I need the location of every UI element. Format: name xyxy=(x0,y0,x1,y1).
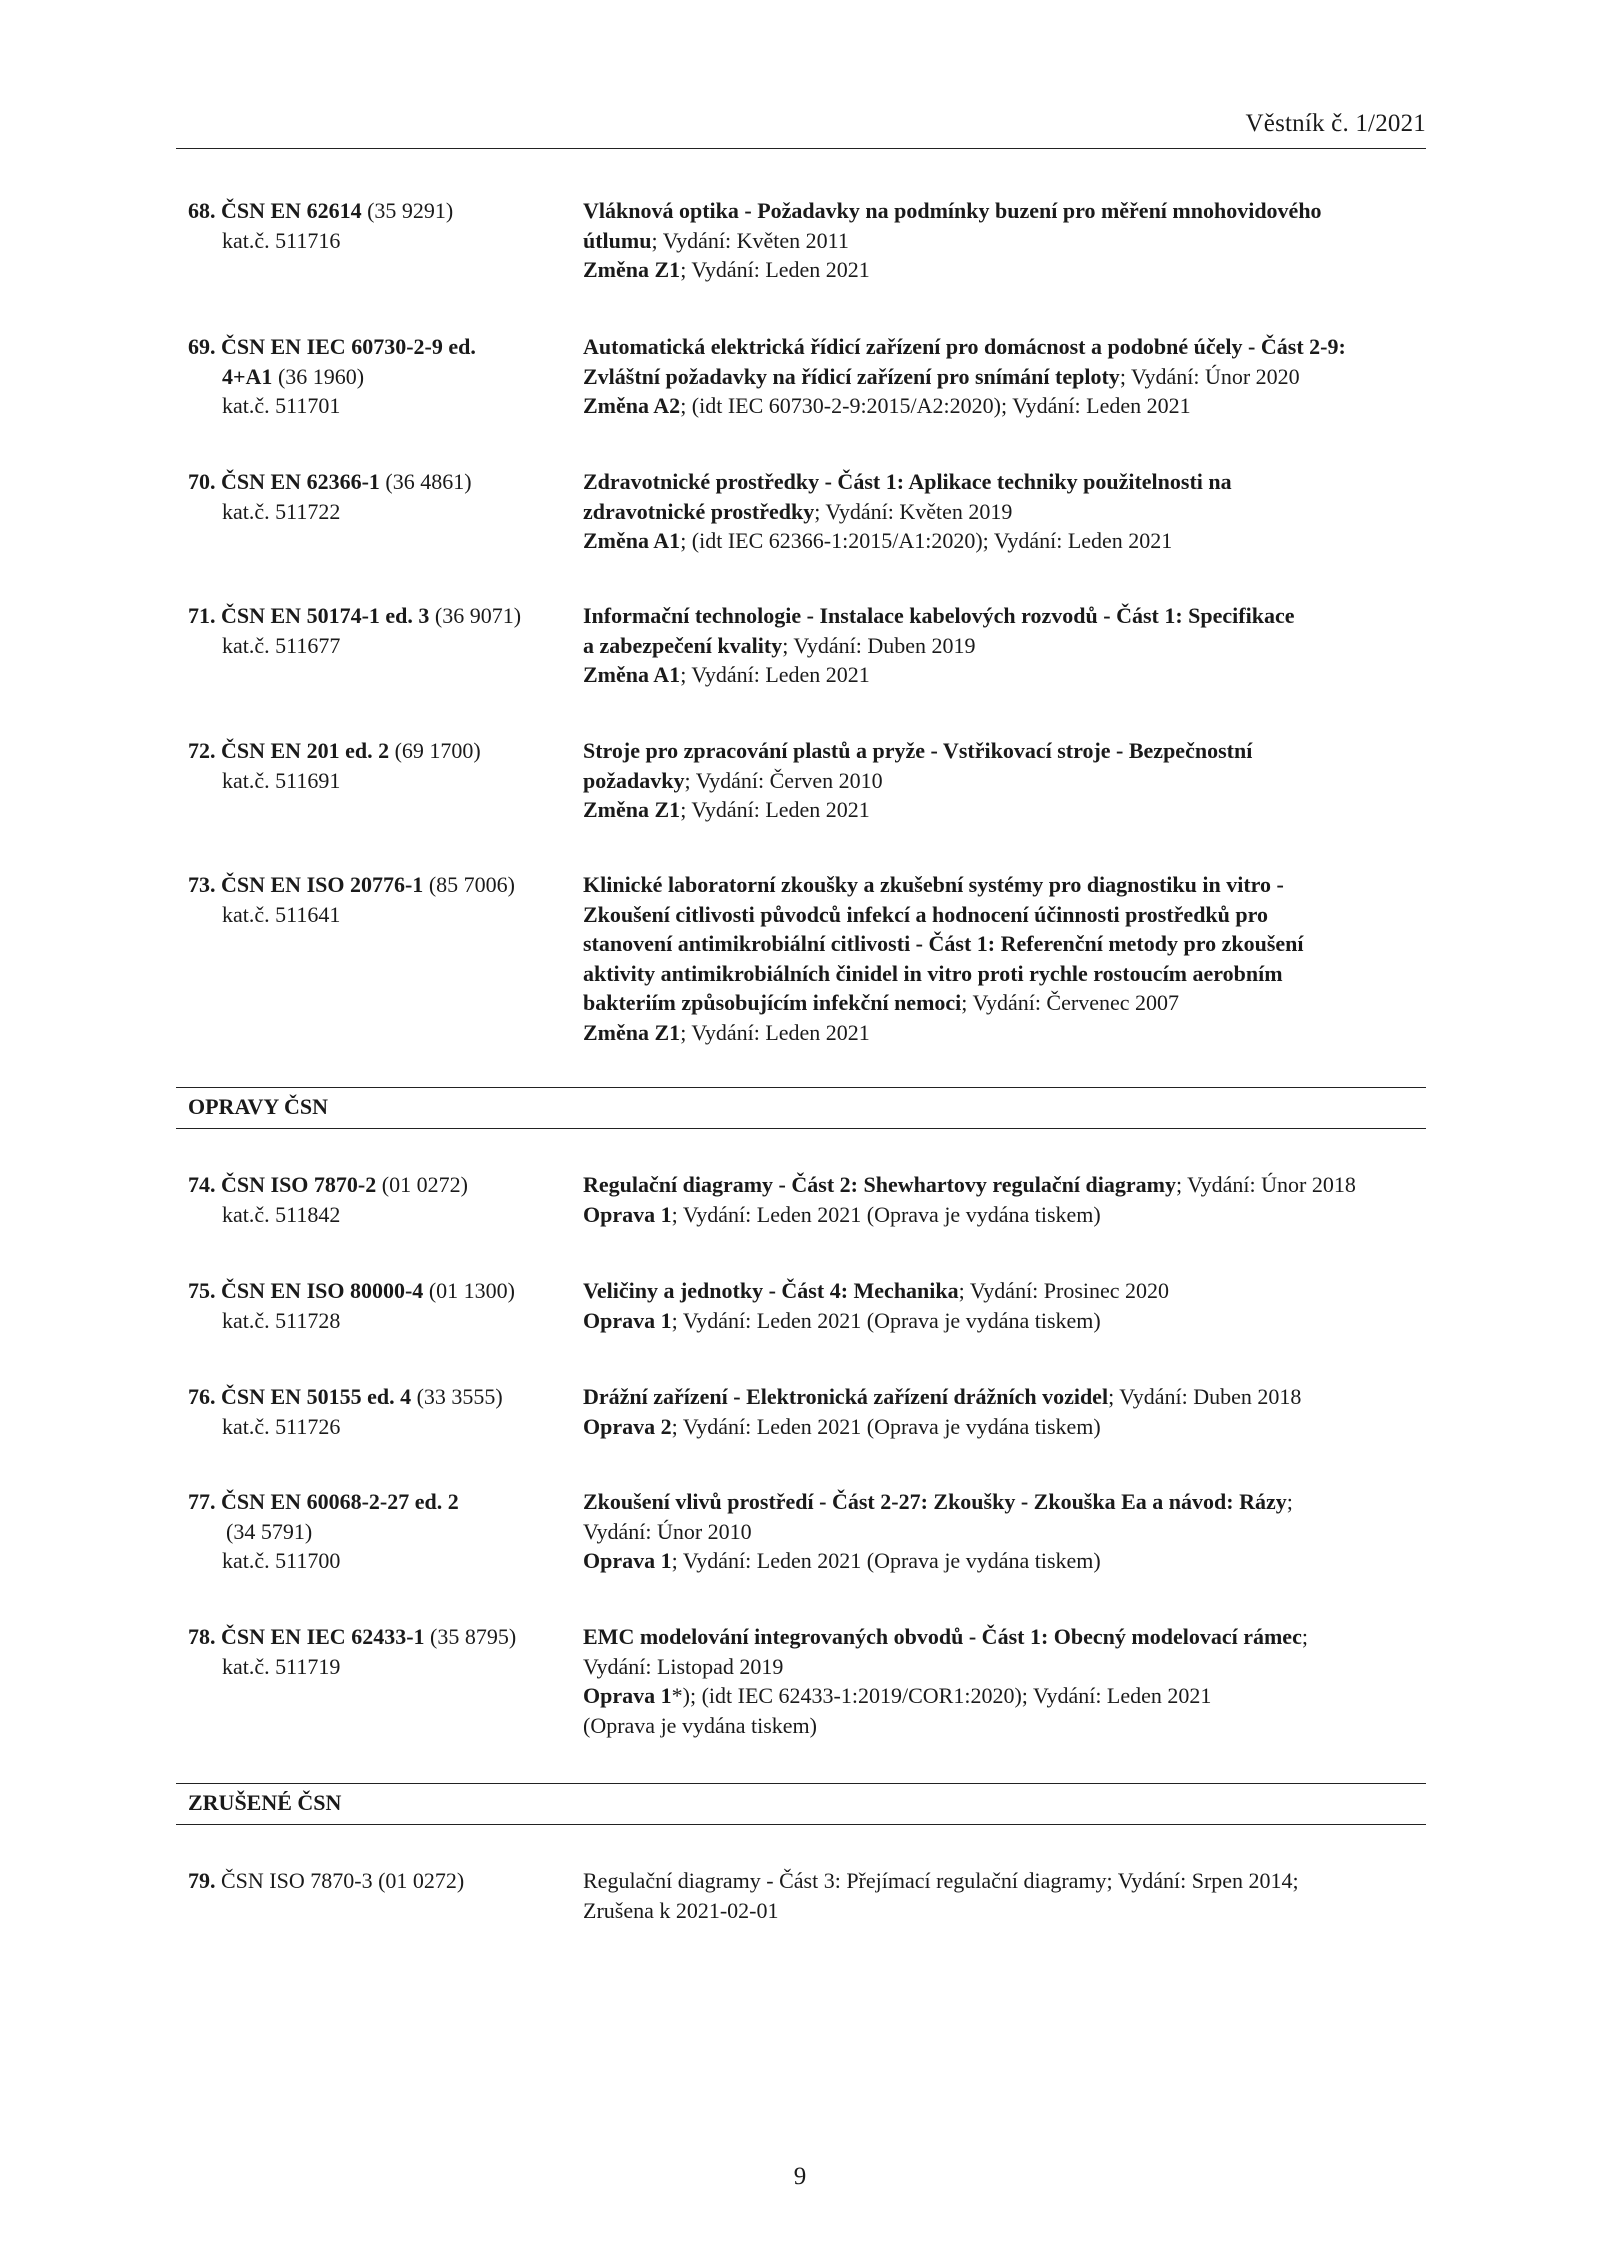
catalog-number: kat.č. 511701 xyxy=(222,393,341,418)
entry-number: 79. xyxy=(188,1868,216,1893)
standard-designation: ČSN EN 201 ed. 2 xyxy=(221,738,390,763)
section-title: OPRAVY ČSN xyxy=(188,1094,328,1119)
standard-title-cont: aktivity antimikrobiálních činidel in vitro proti rychle rostoucím aerobním xyxy=(583,960,1283,986)
issue-date: ; Vydání: Květen 2019 xyxy=(814,498,1013,524)
catalog-number: kat.č. 511677 xyxy=(222,632,341,658)
section-title: ZRUŠENÉ ČSN xyxy=(188,1790,342,1815)
amendment-label: Změna Z1 xyxy=(583,257,681,282)
correction-label: Oprava 1 xyxy=(583,1307,672,1333)
standard-title: Klinické laboratorní zkoušky a zkušební systémy pro diagnostiku in vitro - xyxy=(583,872,1284,897)
standard-designation: ČSN EN ISO 20776-1 xyxy=(221,872,424,897)
standard-designation: ČSN EN IEC 60730-2-9 ed. xyxy=(221,334,476,359)
issue-date: ; Vydání: Duben 2019 xyxy=(782,632,976,658)
standard-title: Stroje pro zpracování plastů a pryže - Vstřikovací stroje - Bezpečnostní xyxy=(583,738,1253,763)
amendment-date: ; Vydání: Leden 2021 xyxy=(680,662,870,687)
standard-title: Informační technologie - Instalace kabelových rozvodů - Část 1: Specifikace xyxy=(583,603,1295,628)
entry-number: 77. xyxy=(188,1489,216,1514)
standard-title-cont: požadavky xyxy=(583,767,685,793)
correction-label: Oprava 1 xyxy=(583,1683,672,1708)
issue-date: Vydání: Listopad 2019 xyxy=(583,1653,784,1679)
correction-note: (Oprava je vydána tiskem) xyxy=(583,1712,817,1738)
issue-date: ; Vydání: Červen 2010 xyxy=(684,767,883,793)
entry-number: 69. xyxy=(188,334,216,359)
entry-number: 78. xyxy=(188,1624,216,1649)
amendment-label: Změna Z1 xyxy=(583,797,681,822)
correction-label: Oprava 2 xyxy=(583,1413,672,1439)
title-punctuation: ; xyxy=(1301,1624,1308,1649)
catalog-number: kat.č. 511728 xyxy=(222,1307,341,1333)
classification-code: (01 1300) xyxy=(423,1278,515,1303)
standard-designation: ČSN EN ISO 80000-4 xyxy=(221,1278,424,1303)
catalog-number: kat.č. 511726 xyxy=(222,1413,341,1439)
standard-title-cont: Zvláštní požadavky na řídicí zařízení pro snímání teploty xyxy=(583,363,1120,389)
catalog-number: kat.č. 511691 xyxy=(222,767,341,793)
issue-date: ; Vydání: Červenec 2007 xyxy=(961,990,1179,1015)
correction-date: ; Vydání: Leden 2021 (Oprava je vydána tiskem) xyxy=(671,1413,1101,1439)
issue-date: ; Vydání: Duben 2018 xyxy=(1108,1384,1302,1409)
classification-code: (85 7006) xyxy=(423,872,515,897)
amendment-date: ; (idt IEC 62366-1:2015/A1:2020); Vydání: Leden 2021 xyxy=(680,528,1173,553)
standard-designation-cont: 4+A1 xyxy=(222,363,273,389)
entry-number: 70. xyxy=(188,469,216,494)
entry-number: 75. xyxy=(188,1278,216,1303)
correction-date: ; Vydání: Leden 2021 (Oprava je vydána tiskem) xyxy=(671,1548,1101,1573)
standard-designation: ČSN EN 62614 xyxy=(221,198,362,223)
catalog-number: kat.č. 511700 xyxy=(222,1548,341,1573)
standard-title: Regulační diagramy - Část 2: Shewhartovy regulační diagramy xyxy=(583,1172,1176,1197)
amendment-label: Změna A1 xyxy=(583,662,681,687)
amendment-date: ; (idt IEC 60730-2-9:2015/A2:2020); Vydání: Leden 2021 xyxy=(680,393,1191,418)
amendment-label: Změna Z1 xyxy=(583,1019,681,1045)
amendment-label: Změna A2 xyxy=(583,393,681,418)
journal-title: Věstník č. 1/2021 xyxy=(1245,110,1426,137)
classification-code: (36 4861) xyxy=(379,469,472,494)
classification-code: (33 3555) xyxy=(411,1384,503,1409)
page-header xyxy=(176,108,1426,149)
classification-code: (35 9291) xyxy=(361,198,454,223)
entry-number: 74. xyxy=(188,1172,216,1197)
classification-code: (36 1960) xyxy=(272,363,365,389)
standard-title: Automatická elektrická řídicí zařízení pro domácnost a podobné účely - Část 2-9: xyxy=(583,334,1346,359)
standard-designation: ČSN EN IEC 62433-1 xyxy=(221,1624,425,1649)
amendment-label: Změna A1 xyxy=(583,528,681,553)
standard-title: Zkoušení vlivů prostředí - Část 2-27: Zkoušky - Zkouška Ea a návod: Rázy xyxy=(583,1489,1287,1514)
standard-title-cont: stanovení antimikrobiální citlivosti - Část 1: Referenční metody pro zkoušení xyxy=(583,931,1304,956)
issue-date: ; Vydání: Květen 2011 xyxy=(651,227,849,253)
standard-title: Regulační diagramy - Část 3: Přejímací regulační diagramy; Vydání: Srpen 2014; xyxy=(583,1868,1299,1893)
catalog-number: kat.č. 511716 xyxy=(222,227,341,253)
section-header-withdrawn xyxy=(176,1783,1426,1825)
standard-designation: ČSN ISO 7870-3 (01 0272) xyxy=(221,1868,465,1893)
standard-title-cont: Zkoušení citlivosti původců infekcí a hodnocení účinnosti prostředků pro xyxy=(583,901,1268,927)
catalog-number: kat.č. 511842 xyxy=(222,1201,341,1227)
standard-title-cont: bakteriím způsobujícím infekční nemoci xyxy=(583,990,962,1015)
classification-code: (01 0272) xyxy=(376,1172,468,1197)
classification-code: (36 9071) xyxy=(429,603,522,628)
classification-code: (34 5791) xyxy=(226,1518,313,1544)
entry-number: 72. xyxy=(188,738,216,763)
section-header-corrections xyxy=(176,1087,1426,1129)
title-punctuation: ; xyxy=(1286,1489,1293,1514)
entry-number: 71. xyxy=(188,603,216,628)
standard-title: Zdravotnické prostředky - Část 1: Aplikace techniky použitelnosti na xyxy=(583,469,1232,494)
standard-title: Veličiny a jednotky - Část 4: Mechanika xyxy=(583,1278,959,1303)
entry-number: 68. xyxy=(188,198,216,223)
catalog-number: kat.č. 511641 xyxy=(222,901,341,927)
issue-date: Vydání: Únor 2010 xyxy=(583,1518,752,1544)
entry-number: 73. xyxy=(188,872,216,897)
entry-number: 76. xyxy=(188,1384,216,1409)
amendment-date: ; Vydání: Leden 2021 xyxy=(680,257,870,282)
standard-designation: ČSN EN 62366-1 xyxy=(221,469,380,494)
standard-designation: ČSN EN 60068-2-27 ed. 2 xyxy=(221,1489,459,1514)
classification-code: (69 1700) xyxy=(389,738,481,763)
amendment-date: ; Vydání: Leden 2021 xyxy=(680,1019,870,1045)
correction-date: *); (idt IEC 62433-1:2019/COR1:2020); Vydání: Leden 2021 xyxy=(671,1683,1212,1708)
standard-title: EMC modelování integrovaných obvodů - Část 1: Obecný modelovací rámec xyxy=(583,1624,1302,1649)
correction-label: Oprava 1 xyxy=(583,1201,672,1227)
withdrawal-date: Zrušena k 2021-02-01 xyxy=(583,1897,779,1923)
standard-designation: ČSN EN 50155 ed. 4 xyxy=(221,1384,412,1409)
correction-label: Oprava 1 xyxy=(583,1548,672,1573)
standard-designation: ČSN EN 50174-1 ed. 3 xyxy=(221,603,430,628)
catalog-number: kat.č. 511719 xyxy=(222,1653,341,1679)
correction-date: ; Vydání: Leden 2021 (Oprava je vydána tiskem) xyxy=(671,1307,1101,1333)
standard-title-cont: a zabezpečení kvality xyxy=(583,632,783,658)
standard-title: Vláknová optika - Požadavky na podmínky buzení pro měření mnohovidového xyxy=(583,198,1322,223)
standard-title: Drážní zařízení - Elektronická zařízení drážních vozidel xyxy=(583,1384,1109,1409)
issue-date: ; Vydání: Únor 2020 xyxy=(1119,363,1300,389)
classification-code: (35 8795) xyxy=(424,1624,517,1649)
page-number: 9 xyxy=(793,2163,807,2190)
standard-designation: ČSN ISO 7870-2 xyxy=(221,1172,377,1197)
issue-date: ; Vydání: Únor 2018 xyxy=(1175,1172,1356,1197)
correction-date: ; Vydání: Leden 2021 (Oprava je vydána tiskem) xyxy=(671,1201,1101,1227)
standard-title-cont: zdravotnické prostředky xyxy=(583,498,815,524)
catalog-number: kat.č. 511722 xyxy=(222,498,341,524)
issue-date: ; Vydání: Prosinec 2020 xyxy=(958,1278,1170,1303)
amendment-date: ; Vydání: Leden 2021 xyxy=(680,797,870,822)
standard-title-cont: útlumu xyxy=(583,227,652,253)
